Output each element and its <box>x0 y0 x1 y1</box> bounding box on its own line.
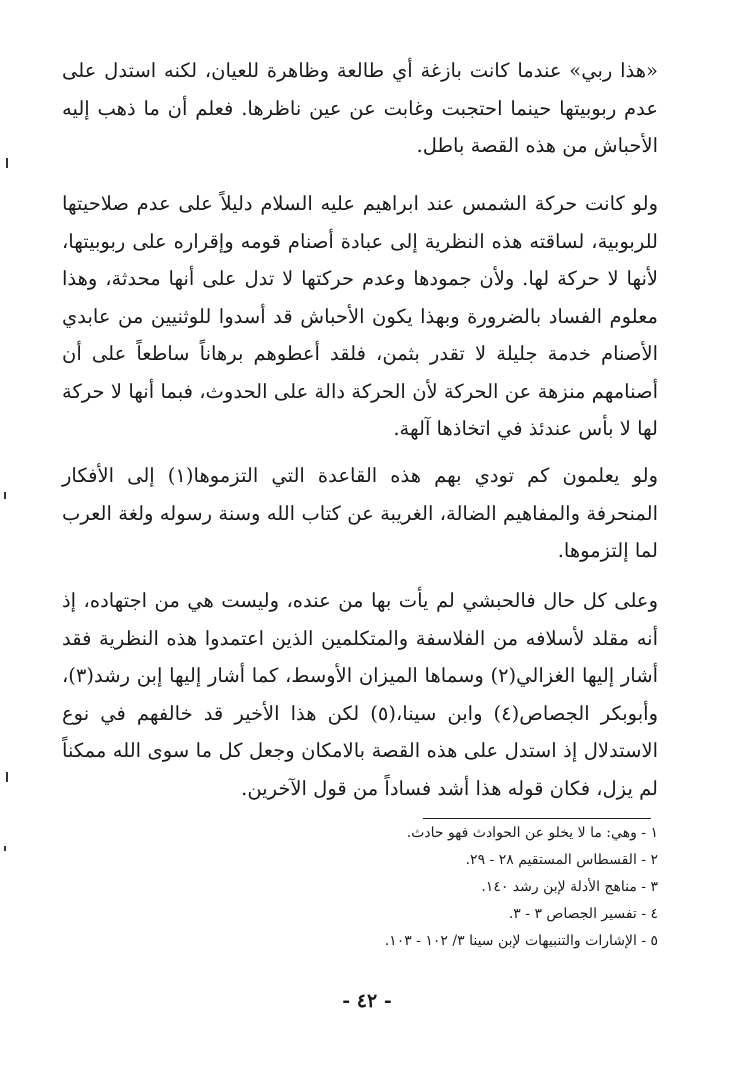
footnote-divider <box>423 818 651 819</box>
paragraph-1: «هذا ربي» عندما كانت بازغة أي طالعة وظاهرة للعيان، لكنه استدل على عدم ربوبيتها حينما احتجبت وغابت عن عين ناظرها. فعلم أن ما ذهب إليه الأحباش من هذه القصة باطل. <box>62 59 658 157</box>
footnote-1: ١ - وهي: ما لا يخلو عن الحوادث فهو حادث. <box>406 825 658 841</box>
footnote-2: ٢ - القسطاس المستقيم ٢٨ - ٢٩. <box>465 852 658 868</box>
footnote-5: ٥ - الإشارات والتنبيهات لإبن سينا ٣/ ١٠٢ - ١٠٣. <box>384 933 658 949</box>
paragraph-2: ولو كانت حركة الشمس عند ابراهيم عليه السلام دليلاً على عدم صلاحيتها للربوبية، لساقته هذه النظرية إلى عبادة أصنام قومه وإقراره على ربوبيتها، لأنها لا حركة لها. ولأن جمودها وعدم حركتها لا تدل على أنها محدثة، وهذا معلوم الفساد بالضرورة وبهذا يكون الأحباش قد أسدوا للوثنيين من عابدي الأصنام خدمة جليلة لا تقدر بثمن، فلقد أعطوهم برهاناً ساطعاً على أن أصنامهم منزهة عن الحركة لأن الحركة دالة على الحدوث، فبما أنها لا حركة لها لا بأس عندئذ في اتخاذها آلهة. <box>62 192 658 440</box>
footnotes-list <box>100 820 658 955</box>
scan-edge-mark <box>4 492 6 499</box>
paragraph-4: وعلى كل حال فالحبشي لم يأت بها من عنده، وليست هي من اجتهاده، إذ أنه مقلد لأسلافه من الفلاسفة والمتكلمين الذين اعتمدوا هذه النظرية فقد أشار إليها الغزالي(٢) وسماها الميزان الأوسط، كما أشار إليها إبن رشد(٣)، وأبوبكر الجصاص(٤) وابن سينا،(٥) لكن هذا الأخير قد خالفهم في نوع الاستدلال إذ استدل على هذه القصة بالامكان وجعل كل ما سوى الله ممكناً لم يزل، فكان قوله هذا أشد فساداً من قول الآخرين. <box>62 589 658 800</box>
scan-edge-mark <box>4 846 6 851</box>
paragraph-3: ولو يعلمون كم تودي بهم هذه القاعدة التي التزموها(١) إلى الأفكار المنحرفة والمفاهيم الضالة، الغريبة عن كتاب الله وسنة رسوله ولغة العرب لما إلتزموها. <box>62 464 658 562</box>
scan-edge-mark <box>6 772 8 782</box>
footnote-4: ٤ - تفسير الجصاص ٣ - ٣. <box>508 906 658 922</box>
scan-edge-mark <box>6 158 8 168</box>
footnote-3: ٣ - مناهج الأدلة لإبن رشد ١٤٠. <box>481 879 658 895</box>
page-number: - ٤٢ - <box>342 990 392 1012</box>
